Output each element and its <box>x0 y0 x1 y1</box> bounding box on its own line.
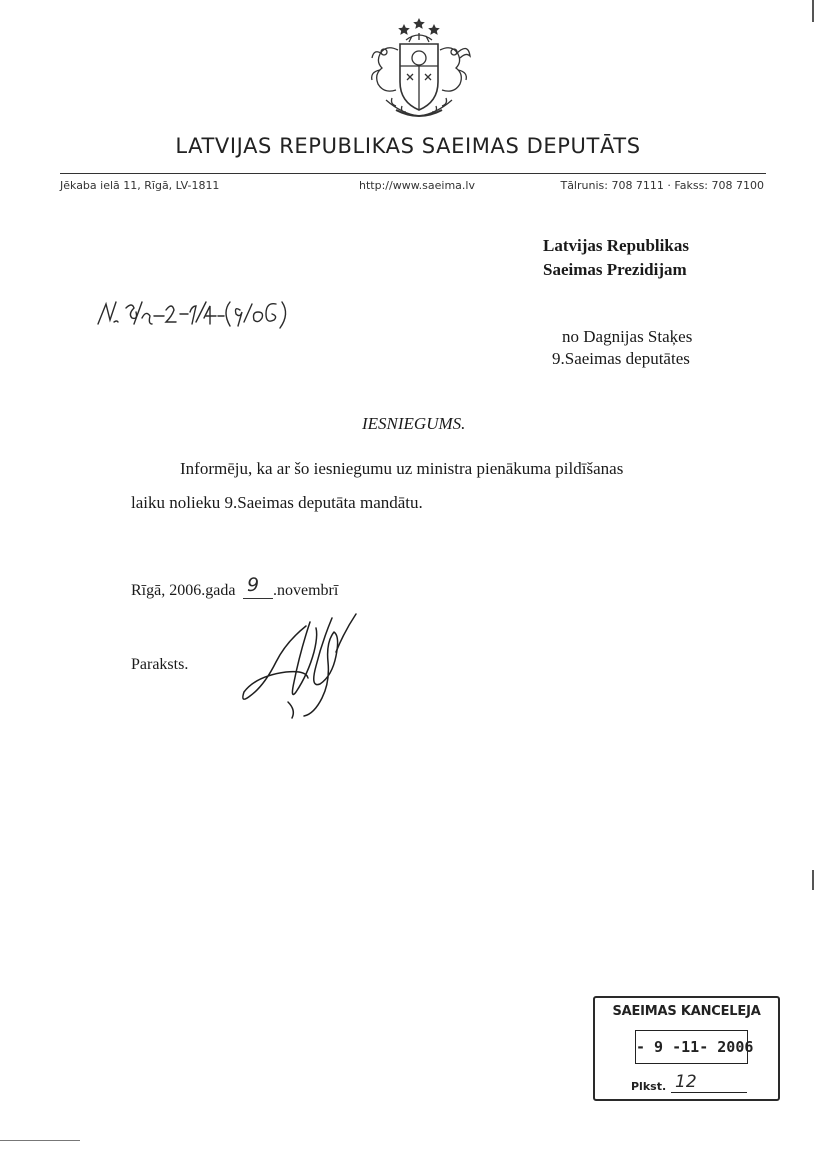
letterhead-title: LATVIJAS REPUBLIKAS SAEIMAS DEPUTĀTS <box>175 134 641 158</box>
date-day-underline <box>243 598 273 599</box>
chancellery-stamp <box>593 996 780 1101</box>
handwritten-reference <box>92 290 292 340</box>
date-day-field <box>243 574 273 600</box>
letterhead-address: Jēkaba ielā 11, Rīgā, LV-1811 <box>60 179 220 192</box>
recipient-line-2: Saeimas Prezidijam <box>543 260 687 279</box>
scan-corner-mark <box>0 1140 80 1141</box>
date-prefix: Rīgā, 2006.gada <box>131 582 236 599</box>
body-paragraph-line-1: Informēju, ka ar šo iesniegumu uz ministra pienākuma pildīšanas <box>180 459 624 478</box>
scan-edge-mark <box>812 0 814 22</box>
latvian-coat-of-arms-icon <box>352 14 486 124</box>
stamp-date-box <box>635 1030 754 1064</box>
date-suffix: .novembrī <box>273 582 339 599</box>
recipient-line-1: Latvijas Republikas <box>543 236 689 255</box>
letterhead-website: http://www.saeima.lv <box>359 179 475 192</box>
body-paragraph-line-2: laiku nolieku 9.Saeimas deputāta mandātu. <box>131 493 423 512</box>
sender-line-2: 9.Saeimas deputātes <box>552 349 690 368</box>
scan-edge-mark <box>812 870 814 890</box>
stamp-title: SAEIMAS KANCELEJA <box>612 1004 761 1019</box>
handwritten-signature <box>236 612 366 720</box>
signature-label: Paraksts. <box>131 656 189 673</box>
sender-line-1: no Dagnijas Staķes <box>562 327 693 346</box>
date-day-handwritten: 9 <box>247 574 260 596</box>
stamp-date: - 9 -11- 2006 <box>636 1038 754 1056</box>
stamp-time-handwritten: 12 <box>675 1072 697 1092</box>
letterhead-divider <box>60 173 766 174</box>
stamp-time-underline <box>671 1092 747 1093</box>
letterhead-phone-fax: Tālrunis: 708 7111 · Fakss: 708 7100 <box>560 179 764 192</box>
stamp-time-label: Plkst. <box>631 1080 667 1093</box>
document-title: IESNIEGUMS. <box>362 414 466 433</box>
